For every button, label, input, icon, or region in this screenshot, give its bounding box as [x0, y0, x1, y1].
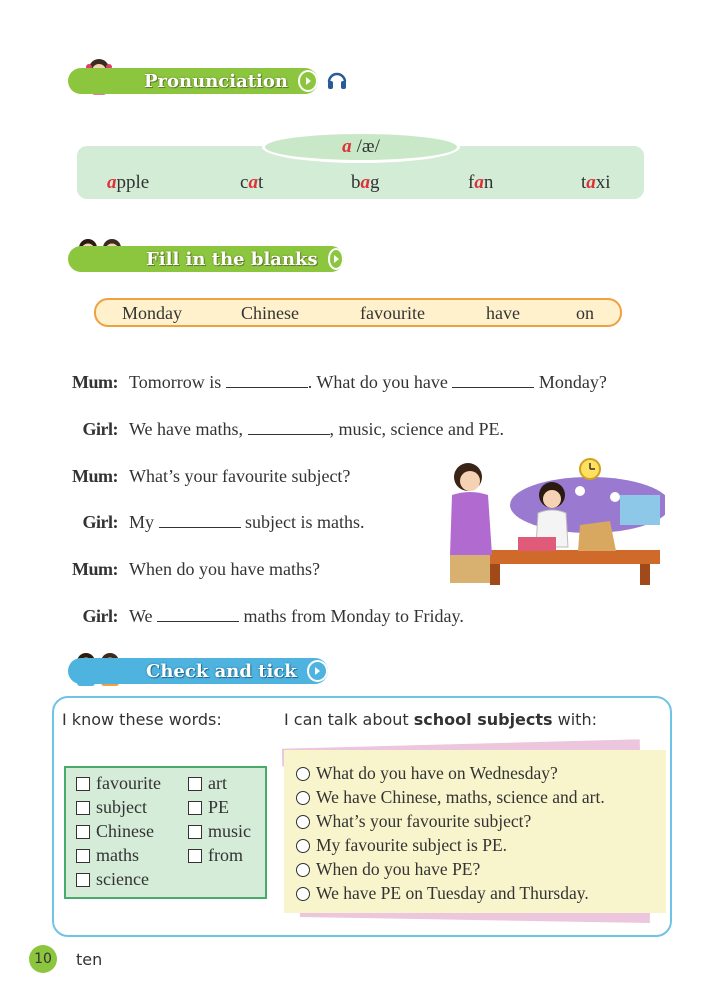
radio-circle[interactable] — [296, 887, 310, 901]
play-arrow-icon[interactable] — [328, 248, 344, 270]
bank-word: favourite — [360, 303, 425, 323]
fill-blanks-header — [68, 246, 344, 272]
bank-word: Chinese — [241, 303, 299, 323]
speaker-label: Mum: — [72, 559, 118, 579]
checkbox[interactable] — [76, 801, 90, 815]
word-bank — [94, 298, 622, 327]
talk-about-label: I can talk about school subjects with: — [284, 710, 597, 729]
section-title: Fill in the blanks — [146, 248, 318, 270]
speaker-label: Mum: — [72, 372, 118, 392]
word-check-item[interactable]: Chinese — [76, 821, 154, 842]
checkbox[interactable] — [76, 873, 90, 887]
speaker-label: Mum: — [72, 466, 118, 486]
speaker-label: Girl: — [82, 512, 118, 532]
sentence-item[interactable]: My favourite subject is PE. — [296, 835, 507, 856]
pron-word: bag — [351, 172, 380, 193]
answer-blank[interactable] — [452, 373, 534, 388]
dialogue-line: My subject is maths. — [129, 512, 365, 532]
dialogue-line: We maths from Monday to Friday. — [129, 606, 464, 626]
mum-and-girl-illustration-icon — [440, 455, 665, 585]
word-check-item[interactable]: PE — [188, 797, 229, 818]
sentence-item[interactable]: What’s your favourite subject? — [296, 811, 531, 832]
word-check-item[interactable]: from — [188, 845, 243, 866]
word-check-item[interactable]: music — [188, 821, 251, 842]
sentence-item[interactable]: What do you have on Wednesday? — [296, 763, 558, 784]
word-check-item[interactable]: subject — [76, 797, 147, 818]
radio-circle[interactable] — [296, 839, 310, 853]
section-title: Pronunciation — [144, 70, 288, 92]
dialogue-line: We have maths, , music, science and PE. — [129, 419, 504, 439]
page-word: ten — [76, 950, 103, 969]
checkbox[interactable] — [76, 825, 90, 839]
dialogue-line: Tomorrow is . What do you have Monday? — [129, 372, 607, 392]
phoneme-letter: a — [342, 136, 352, 157]
pronunciation-header — [68, 68, 318, 94]
answer-blank[interactable] — [157, 607, 239, 622]
sentence-item[interactable]: When do you have PE? — [296, 859, 480, 880]
checkbox[interactable] — [188, 849, 202, 863]
checkbox[interactable] — [188, 777, 202, 791]
play-arrow-icon[interactable] — [307, 660, 328, 682]
speaker-label: Girl: — [82, 606, 118, 626]
pron-word: fan — [468, 172, 494, 193]
word-check-item[interactable]: art — [188, 773, 227, 794]
bank-word: on — [576, 303, 594, 323]
checkbox[interactable] — [188, 801, 202, 815]
radio-circle[interactable] — [296, 815, 310, 829]
bank-word: have — [486, 303, 520, 323]
answer-blank[interactable] — [226, 373, 308, 388]
radio-circle[interactable] — [296, 863, 310, 877]
dialogue-line: When do you have maths? — [129, 559, 320, 579]
checkbox[interactable] — [76, 849, 90, 863]
radio-circle[interactable] — [296, 767, 310, 781]
answer-blank[interactable] — [248, 420, 330, 435]
play-arrow-icon[interactable] — [298, 70, 318, 92]
sentence-item[interactable]: We have PE on Tuesday and Thursday. — [296, 883, 589, 904]
checkbox[interactable] — [188, 825, 202, 839]
sentence-item[interactable]: We have Chinese, maths, science and art. — [296, 787, 605, 808]
pron-word: cat — [240, 172, 264, 193]
check-tick-header — [68, 658, 328, 684]
bank-word: Monday — [122, 303, 182, 323]
section-title: Check and tick — [146, 660, 297, 682]
dialogue-line: What’s your favourite subject? — [129, 466, 351, 486]
radio-circle[interactable] — [296, 791, 310, 805]
word-check-item[interactable]: maths — [76, 845, 139, 866]
phoneme-label — [262, 131, 460, 163]
checkbox[interactable] — [76, 777, 90, 791]
word-check-item[interactable]: favourite — [76, 773, 161, 794]
word-check-item[interactable]: science — [76, 869, 149, 890]
phoneme-ipa: /æ/ — [356, 136, 380, 157]
page-number: 10 — [29, 945, 57, 973]
know-words-label: I know these words: — [62, 710, 222, 729]
answer-blank[interactable] — [159, 513, 241, 528]
headphones-icon[interactable] — [326, 69, 348, 91]
pron-word: apple — [107, 172, 150, 193]
speaker-label: Girl: — [82, 419, 118, 439]
pron-word: taxi — [581, 172, 611, 193]
